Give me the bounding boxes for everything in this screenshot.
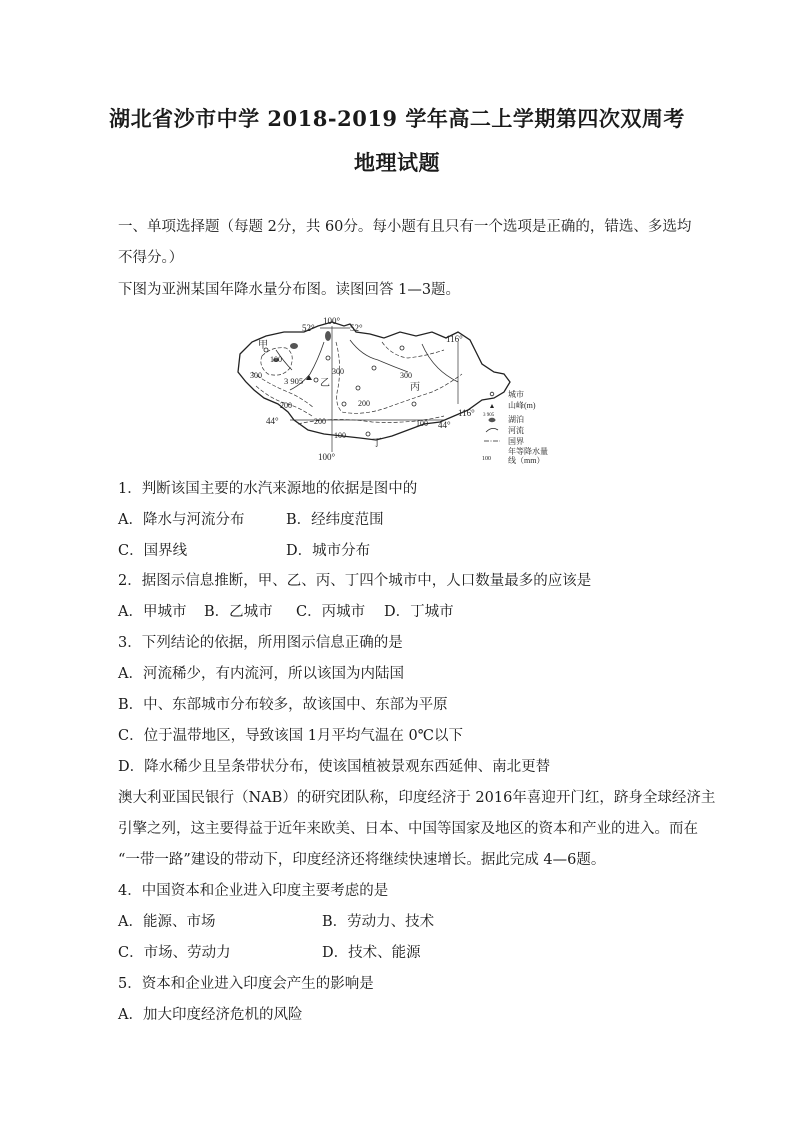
legend-peak-sample: 3 905 xyxy=(483,413,495,418)
isohyet-label: 200 xyxy=(358,399,370,408)
question-1-option-a[interactable]: A．降水与河流分布 xyxy=(118,512,245,528)
map-label: 52° xyxy=(350,323,363,333)
map-label: 44° xyxy=(438,420,451,430)
legend-lake-icon xyxy=(489,418,496,422)
lake xyxy=(290,343,298,349)
city-label-jia: 甲 xyxy=(258,340,268,351)
map-label: 100° xyxy=(318,452,336,462)
question-4-option-c[interactable]: C．市场、劳动力 xyxy=(118,945,231,961)
question-4-stem: 4．中国资本和企业进入印度主要考虑的是 xyxy=(118,883,389,899)
question-5-stem: 5．资本和企业进入印度会产生的影响是 xyxy=(118,976,374,992)
isohyet-label: 200 xyxy=(314,417,326,426)
isohyet-label: 100 xyxy=(270,355,282,364)
question-2-option-c[interactable]: C．丙城市 xyxy=(296,604,366,620)
isohyet-label: 300 xyxy=(332,367,344,376)
instructions-line: 一、单项选择题（每题 2分，共 60分。每小题有且只有一个选项是正确的，错选、多选均 xyxy=(118,219,692,235)
isohyet-label: 300 xyxy=(400,371,412,380)
legend-border-label: 国界 xyxy=(508,437,524,446)
city-marker xyxy=(342,402,346,406)
question-2-option-b[interactable]: B．乙城市 xyxy=(204,604,273,620)
city-label-bing: 丙 xyxy=(410,382,420,393)
question-5-option-a[interactable]: A．加大印度经济危机的风险 xyxy=(118,1007,303,1023)
legend-river-label: 河流 xyxy=(508,426,524,435)
legend-city-icon xyxy=(490,392,494,396)
city-label-yi: 乙 xyxy=(320,378,330,389)
map-label: 116° xyxy=(446,334,463,344)
isohyet-label: 100 xyxy=(416,419,428,428)
map-label: 116° xyxy=(458,408,475,418)
question-4-options-row1 xyxy=(118,913,678,931)
map-label: 52° xyxy=(302,323,315,333)
instructions-line: 不得分。） xyxy=(118,250,184,266)
isohyet xyxy=(336,342,462,413)
question-2-option-d[interactable]: D．丁城市 xyxy=(384,604,454,620)
legend-isohyet-label: 年等降水量 xyxy=(508,447,548,456)
city-marker xyxy=(400,346,404,350)
question-1-option-c[interactable]: C．国界线 xyxy=(118,543,188,559)
map-label: 100° xyxy=(323,316,341,326)
isohyet xyxy=(382,342,444,358)
page-title: 湖北省沙市中学 2018-2019 学年高二上学期第四次双周考 xyxy=(109,106,685,131)
intro-text: 下图为亚洲某国年降水量分布图。读图回答 1—3题。 xyxy=(118,282,461,298)
country-border xyxy=(238,322,510,440)
question-4-options-row2 xyxy=(118,944,678,962)
peak-label: 3 905 xyxy=(284,376,304,386)
question-1-stem: 1．判断该国主要的水汽来源地的依据是图中的 xyxy=(118,481,418,497)
map-legend xyxy=(482,389,548,464)
city-marker xyxy=(412,402,416,406)
legend-isohyet-sample: 100 xyxy=(482,456,491,462)
question-1-options-row2 xyxy=(118,542,678,560)
question-4-option-b[interactable]: B．劳动力、技术 xyxy=(322,914,435,930)
legend-peak-label: 山峰(m) xyxy=(508,401,536,410)
city-label-ding: 丁 xyxy=(372,438,382,449)
river xyxy=(422,344,458,382)
map-label: 44° xyxy=(266,416,279,426)
legend-lake-label: 湖泊 xyxy=(508,415,524,424)
question-4-option-d[interactable]: D．技术、能源 xyxy=(322,945,421,961)
passage-line: “一带一路”建设的带动下，印度经济还将继续快速增长。据此完成 4—6题。 xyxy=(118,852,606,868)
question-3-option-a[interactable]: A．河流稀少，有内流河，所以该国为内陆国 xyxy=(118,666,404,682)
question-2-option-a[interactable]: A．甲城市 xyxy=(118,604,187,620)
legend-peak-icon xyxy=(490,404,494,408)
isohyet-label: 300 xyxy=(250,371,262,380)
question-3-option-c[interactable]: C．位于温带地区，导致该国 1月平均气温在 0℃以下 xyxy=(118,728,463,744)
question-3-option-d[interactable]: D．降水稀少且呈条带状分布，使该国植被景观东西延伸、南北更替 xyxy=(118,759,551,775)
question-1-option-d[interactable]: D．城市分布 xyxy=(286,543,371,559)
lake xyxy=(325,331,331,341)
precipitation-map xyxy=(232,312,572,464)
city-marker xyxy=(366,432,370,436)
isohyet-label: 100 xyxy=(334,431,346,440)
passage-line: 引擎之列，这主要得益于近年来欧美、日本、中国等国家及地区的资本和产业的进入。而在 xyxy=(118,821,698,837)
question-2-options-row xyxy=(118,603,678,621)
legend-city-label: 城市 xyxy=(508,390,524,399)
question-1-option-b[interactable]: B．经纬度范围 xyxy=(286,512,384,528)
question-3-option-b[interactable]: B．中、东部城市分布较多，故该国中、东部为平原 xyxy=(118,697,448,713)
city-marker xyxy=(372,366,376,370)
page-subtitle: 地理试题 xyxy=(354,150,440,175)
city-marker xyxy=(314,378,318,382)
question-2-stem: 2．据图示信息推断，甲、乙、丙、丁四个城市中，人口数量最多的应该是 xyxy=(118,573,592,589)
legend-isohyet-unit: 线（mm） xyxy=(508,456,545,464)
isohyet-label: 200 xyxy=(280,401,292,410)
question-1-options-row1 xyxy=(118,511,678,529)
legend-river-icon xyxy=(486,428,498,432)
question-3-stem: 3．下列结论的依据，所用图示信息正确的是 xyxy=(118,635,403,651)
river xyxy=(350,340,408,372)
city-marker xyxy=(356,386,360,390)
question-4-option-a[interactable]: A．能源、市场 xyxy=(118,914,216,930)
passage-line: 澳大利亚国民银行（NAB）的研究团队称，印度经济于 2016年喜迎开门红，跻身全球经济主 xyxy=(118,790,716,806)
city-marker xyxy=(326,356,330,360)
